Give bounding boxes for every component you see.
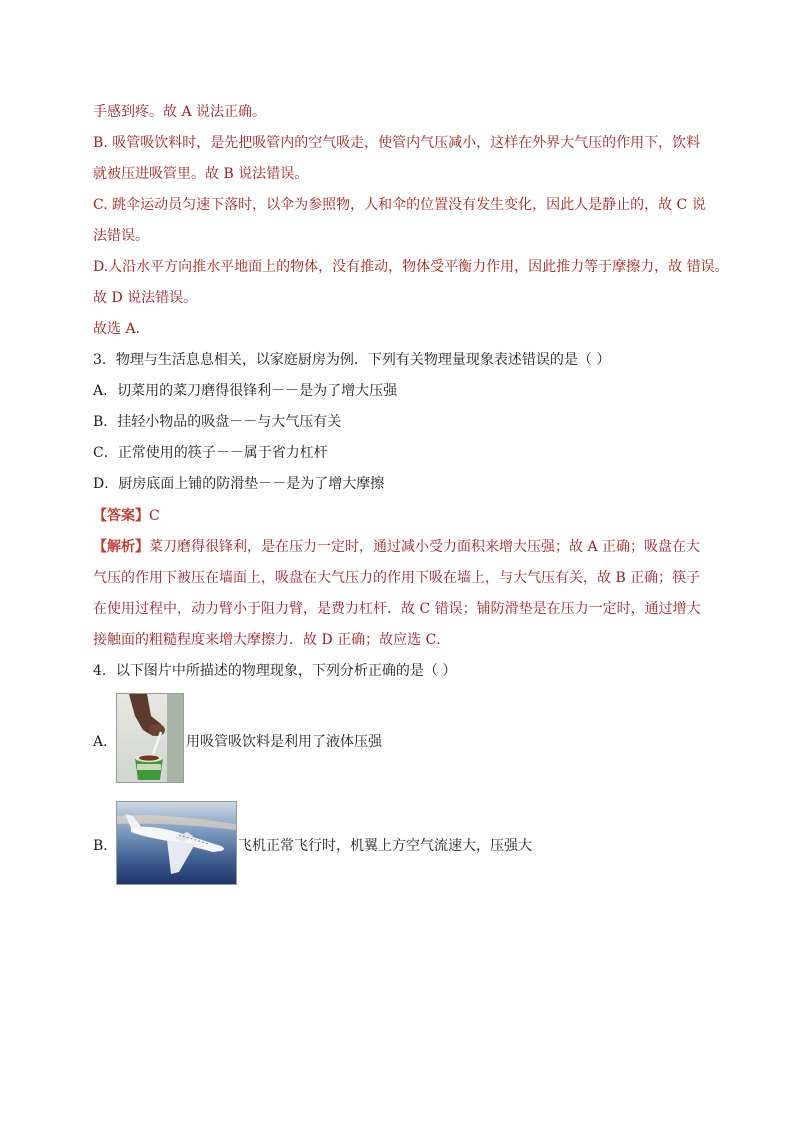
straw-drink-illustration (117, 694, 183, 782)
explanation-option-c-line1: C. 跳伞运动员匀速下落时，以伞为参照物，人和伞的位置没有发生变化，因此人是静止的，故 C 说 (93, 197, 706, 213)
q3-option-c: C．正常使用的筷子－－属于省力杠杆 (93, 445, 328, 461)
q3-option-b: B．挂轻小物品的吸盘－－与大气压有关 (93, 414, 342, 430)
q3-analysis-line2: 气压的作用下被压在墙面上，吸盘在大气压力的作用下吸在墙上，与大气压有关，故 B 正确；筷子 (93, 570, 701, 586)
q3-analysis-line1 (93, 537, 700, 557)
q3-option-d: D．厨房底面上铺的防滑垫－－是为了增大摩擦 (93, 476, 385, 492)
q4-option-a-text: 用吸管吸饮料是利用了液体压强 (186, 734, 382, 750)
explanation-option-d-line2: 故 D 说法错误。 (93, 290, 198, 306)
explanation-option-b-line1: B. 吸管吸饮料时，是先把吸管内的空气吸走，使管内气压减小，这样在外界大气压的作用下，饮料 (93, 135, 701, 151)
analysis-tag: 【解析】 (93, 539, 149, 555)
explanation-line: 手感到疼。故 A 说法正确。 (93, 104, 267, 120)
q3-answer (93, 506, 160, 526)
q4-stem: 4．以下图片中所描述的物理现象，下列分析正确的是（ ） (93, 663, 457, 679)
q3-option-a: A．切菜用的菜刀磨得很锋利－－是为了增大压强 (93, 383, 398, 399)
airplane-illustration (117, 802, 236, 884)
explanation-option-b-line2: 就被压进吸管里。故 B 说法错误。 (93, 166, 309, 182)
q3-analysis-line4: 接触面的粗糙程度来增大摩擦力．故 D 正确；故应选 C． (93, 632, 451, 648)
airplane-image (116, 801, 237, 885)
straw-drink-image (116, 693, 184, 783)
analysis-text: 菜刀磨得很锋利，是在压力一定时，通过减小受力面积来增大压强；故 A 正确；吸盘在大 (149, 539, 701, 555)
explanation-choice: 故选 A. (93, 321, 141, 337)
q4-option-b-letter: B． (93, 838, 118, 854)
q4-option-a-letter: A． (93, 734, 118, 750)
answer-tag: 【答案】 (93, 508, 149, 524)
explanation-option-d-line1: D.人沿水平方向推水平地面上的物体，没有推动，物体受平衡力作用，因此推力等于摩擦力，故 错误。 (93, 259, 729, 275)
q3-analysis-line3: 在使用过程中，动力臂小于阻力臂，是费力杠杆．故 C 错误；铺防滑垫是在压力一定时，通过增大 (93, 601, 701, 617)
q3-stem: 3．物理与生活息息相关，以家庭厨房为例．下列有关物理量现象表述错误的是（ ） (93, 352, 611, 368)
explanation-option-c-line2: 法错误。 (93, 228, 149, 244)
answer-value: C (149, 508, 160, 524)
q4-option-b-text: 飞机正常飞行时，机翼上方空气流速大，压强大 (238, 838, 532, 854)
